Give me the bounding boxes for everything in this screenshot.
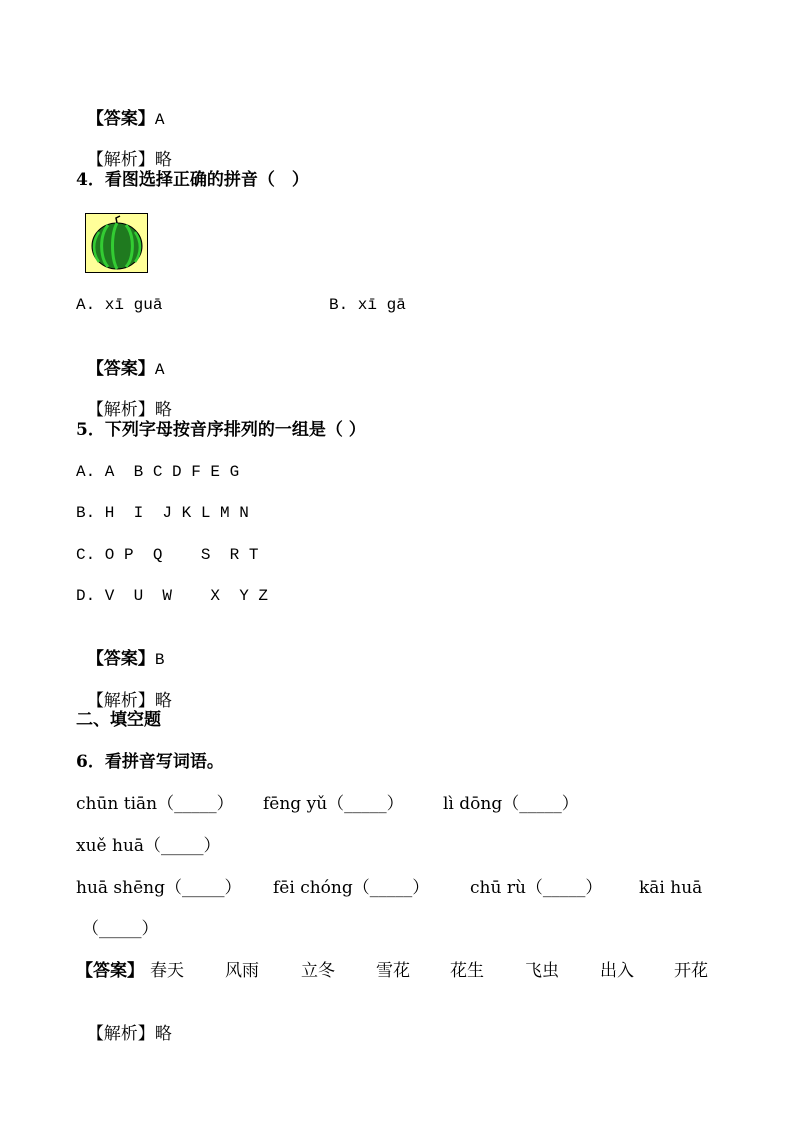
q6-row3-item-1: huā shēng（_____） (76, 878, 242, 898)
q5-analysis-line (76, 668, 172, 712)
answer-value: B (154, 651, 165, 669)
q3-analysis-line (76, 127, 172, 171)
answer-tag: 【答案】 (86, 359, 155, 379)
q5-option-a: A. A B C D F E G (76, 463, 240, 481)
q6-row1-item-2: fēng yǔ（_____） (263, 794, 404, 814)
q6-row3-item-4: kāi huā (639, 878, 703, 898)
answer-word: 飞虫 (525, 961, 559, 981)
watermelon-icon (86, 214, 147, 272)
q6-analysis-line (76, 1001, 172, 1045)
analysis-tag: 【解析】 (86, 1024, 155, 1044)
q6-row3-item-2: fēi chóng（_____） (273, 878, 430, 898)
answer-word: 雪花 (376, 961, 410, 981)
q4-analysis-line (76, 377, 172, 421)
analysis-value: 略 (154, 400, 172, 420)
q6-row2-item-1: xuě huā（_____） (76, 836, 221, 856)
answer-word: 立冬 (301, 961, 335, 981)
section-title: 二、填空题 (76, 710, 161, 730)
answer-word: 花生 (450, 961, 484, 981)
q6-row1-item-3: lì dōng（_____） (443, 794, 579, 814)
q6-title: 6．看拼音写词语。 (76, 752, 224, 772)
q3-answer-line (76, 86, 164, 131)
analysis-tag: 【解析】 (86, 691, 155, 711)
answer-value: A (154, 361, 165, 379)
q5-option-c: C. O P Q S R T (76, 546, 259, 564)
q5-option-b: B. H I J K L M N (76, 504, 249, 522)
watermelon-picture (85, 213, 148, 273)
q4-answer-line (76, 336, 164, 381)
answer-tag: 【答案】 (86, 649, 155, 669)
q4-option-b: B. xī gā (329, 296, 406, 314)
q5-answer-line (76, 626, 164, 671)
q4-option-a: A. xī guā (76, 296, 163, 314)
analysis-tag: 【解析】 (86, 400, 155, 420)
analysis-value: 略 (154, 1024, 172, 1044)
answer-tag: 【答案】 (86, 109, 155, 129)
analysis-value: 略 (154, 150, 172, 170)
answer-word: 春天 (150, 961, 184, 981)
answer-word: 开花 (674, 961, 708, 981)
q6-row1-item-1: chūn tiān（_____） (76, 794, 234, 814)
q6-row3-item-3: chū rù（_____） (470, 878, 603, 898)
q6-row4-item-1: （_____） (82, 919, 159, 939)
q5-option-d: D. V U W X Y Z (76, 587, 269, 605)
answer-tag: 【答案】 (76, 961, 144, 981)
q6-answer-line (76, 960, 716, 982)
analysis-value: 略 (154, 691, 172, 711)
q4-title: 4．看图选择正确的拼音（ ） (76, 170, 309, 190)
q5-title: 5．下列字母按音序排列的一组是（ ） (76, 420, 366, 440)
answer-value: A (154, 111, 165, 129)
answer-word: 出入 (600, 961, 634, 981)
answer-word: 风雨 (225, 961, 259, 981)
analysis-tag: 【解析】 (86, 150, 155, 170)
